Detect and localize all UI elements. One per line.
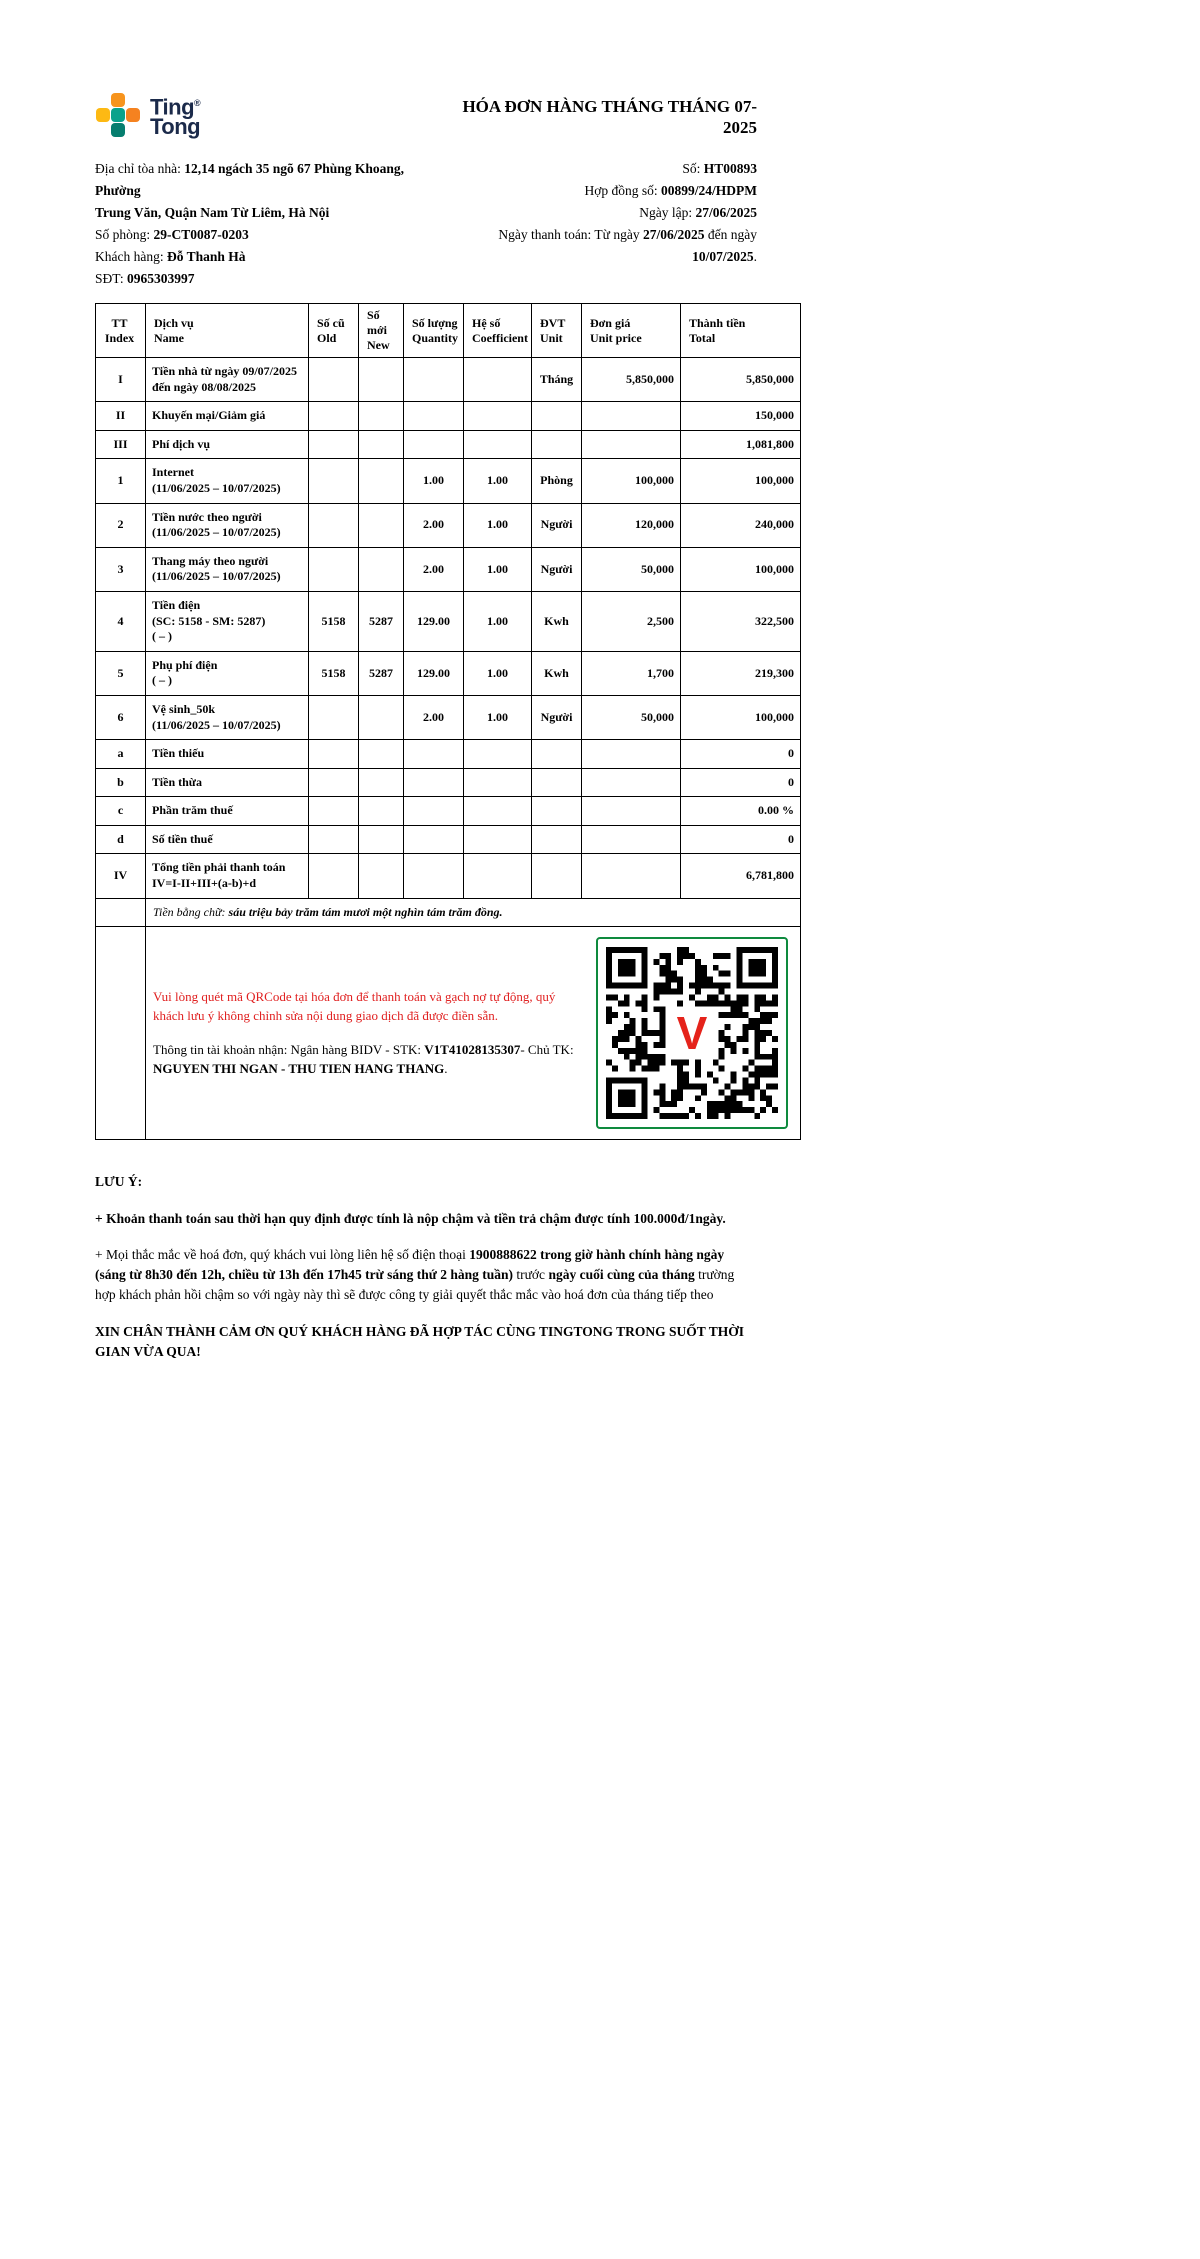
coefficient: 1.00 <box>464 459 532 503</box>
quantity <box>404 797 464 826</box>
quantity <box>404 430 464 459</box>
customer-phone: SĐT: 0965303997 <box>95 271 195 286</box>
quantity <box>404 825 464 854</box>
invoice-title-line2: 2025 <box>723 118 757 137</box>
column-header: Thành tiền Total <box>681 304 801 358</box>
total-amount: 5,850,000 <box>681 358 801 402</box>
unit <box>532 797 582 826</box>
registered-mark: ® <box>194 97 201 108</box>
unit-price: 100,000 <box>582 459 681 503</box>
row-index: 6 <box>96 695 146 739</box>
column-header: Đơn giá Unit price <box>582 304 681 358</box>
column-header: Hệ số Coefficient <box>464 304 532 358</box>
coefficient: 1.00 <box>464 651 532 695</box>
old-reading: 5158 <box>309 651 359 695</box>
payment-row <box>96 927 801 1140</box>
unit-price <box>582 854 681 898</box>
new-reading <box>359 768 404 797</box>
table-row <box>96 651 801 695</box>
column-header: Số mới New <box>359 304 404 358</box>
info-right-column <box>445 158 800 290</box>
unit: Kwh <box>532 591 582 651</box>
unit-price <box>582 768 681 797</box>
amount-in-words: Tiền bằng chữ: sáu triệu bảy trăm tám mươi một nghìn tám trăm đồng. <box>146 898 801 927</box>
service-name: Phần trăm thuế <box>146 797 309 826</box>
quantity <box>404 358 464 402</box>
service-name: Vệ sinh_50k (11/06/2025 – 10/07/2025) <box>146 695 309 739</box>
table-row <box>96 768 801 797</box>
quantity: 129.00 <box>404 651 464 695</box>
new-reading <box>359 740 404 769</box>
issue-date: Ngày lập: 27/06/2025 <box>639 205 757 220</box>
unit-price <box>582 740 681 769</box>
invoice-title-line1: HÓA ĐƠN HÀNG THÁNG THÁNG 07- <box>462 97 757 116</box>
service-name: Phí dịch vụ <box>146 430 309 459</box>
quantity: 129.00 <box>404 591 464 651</box>
unit-price: 50,000 <box>582 695 681 739</box>
table-row <box>96 459 801 503</box>
old-reading <box>309 547 359 591</box>
coefficient <box>464 402 532 431</box>
tingtong-logo <box>95 92 201 138</box>
old-reading: 5158 <box>309 591 359 651</box>
late-payment-note: + Khoản thanh toán sau thời hạn quy định được tính là nộp chậm và tiền trả chậm được tính 100.000đ/1ngày. <box>95 1210 726 1226</box>
unit <box>532 402 582 431</box>
old-reading <box>309 768 359 797</box>
unit <box>532 430 582 459</box>
table-row <box>96 854 801 898</box>
service-name: Phụ phí điện ( – ) <box>146 651 309 695</box>
table-row <box>96 358 801 402</box>
bank-account-info: Thông tin tài khoản nhận: Ngân hàng BIDV - STK: V1T41028135307- Chủ TK: NGUYEN THI NGAN - THU TIEN HANG THANG. <box>153 1041 574 1076</box>
new-reading <box>359 430 404 459</box>
total-amount: 322,500 <box>681 591 801 651</box>
unit <box>532 740 582 769</box>
old-reading <box>309 358 359 402</box>
logo-word-ting: Ting® <box>150 94 201 120</box>
old-reading <box>309 854 359 898</box>
new-reading <box>359 459 404 503</box>
table-row <box>96 825 801 854</box>
coefficient: 1.00 <box>464 695 532 739</box>
coefficient <box>464 740 532 769</box>
table-row <box>96 547 801 591</box>
unit <box>532 825 582 854</box>
invoice-table <box>95 303 801 1140</box>
service-name: Số tiền thuế <box>146 825 309 854</box>
unit-price: 2,500 <box>582 591 681 651</box>
empty-index-cell <box>96 927 146 1140</box>
service-name: Internet (11/06/2025 – 10/07/2025) <box>146 459 309 503</box>
unit-price: 50,000 <box>582 547 681 591</box>
unit-price <box>582 825 681 854</box>
info-left-column <box>95 158 445 290</box>
invoice-title <box>462 96 757 138</box>
payment-period: Ngày thanh toán: Từ ngày 27/06/2025 đến ngày 10/07/2025. <box>498 227 757 264</box>
room-number: Số phòng: 29-CT0087-0203 <box>95 227 249 242</box>
coefficient <box>464 768 532 797</box>
invoice-header <box>95 92 800 138</box>
new-reading: 5287 <box>359 651 404 695</box>
qr-center-logo: V <box>666 1007 718 1059</box>
table-row <box>96 591 801 651</box>
unit-price <box>582 402 681 431</box>
row-index: III <box>96 430 146 459</box>
column-header: Số lượng Quantity <box>404 304 464 358</box>
unit: Người <box>532 547 582 591</box>
total-amount: 0 <box>681 740 801 769</box>
invoice-info <box>95 158 800 290</box>
service-name: Tiền nước theo người (11/06/2025 – 10/07/2025) <box>146 503 309 547</box>
empty-index-cell <box>96 898 146 927</box>
table-row <box>96 503 801 547</box>
total-amount: 219,300 <box>681 651 801 695</box>
unit-price <box>582 430 681 459</box>
unit: Người <box>532 695 582 739</box>
old-reading <box>309 695 359 739</box>
footer-notes <box>95 1172 755 1362</box>
row-index: 2 <box>96 503 146 547</box>
invoice-content <box>95 92 800 1362</box>
new-reading: 5287 <box>359 591 404 651</box>
new-reading <box>359 854 404 898</box>
unit: Phòng <box>532 459 582 503</box>
row-index: 1 <box>96 459 146 503</box>
service-name: Tiền điện (SC: 5158 - SM: 5287) ( – ) <box>146 591 309 651</box>
old-reading <box>309 797 359 826</box>
table-row <box>96 797 801 826</box>
quantity <box>404 402 464 431</box>
column-header: Số cũ Old <box>309 304 359 358</box>
row-index: a <box>96 740 146 769</box>
column-header: Dịch vụ Name <box>146 304 309 358</box>
quantity <box>404 740 464 769</box>
hotline-note: + Mọi thắc mắc về hoá đơn, quý khách vui lòng liên hệ số điện thoại 1900888622 trong giờ hành chính hàng ngày (sáng từ 8h30 đến 12h, chiều từ 13h đến 17h45 trừ sáng thứ 2 hàng tuần) trước ngày cuối cùng của tháng trường hợp khách phản hồi chậm so với ngày này thì sẽ được công ty giải quyết thắc mắc vào hoá đơn của tháng tiếp theo <box>95 1246 735 1303</box>
unit <box>532 768 582 797</box>
new-reading <box>359 358 404 402</box>
logo-word-tong: Tong <box>150 114 201 140</box>
row-index: IV <box>96 854 146 898</box>
row-index: d <box>96 825 146 854</box>
total-amount: 100,000 <box>681 695 801 739</box>
total-amount: 100,000 <box>681 547 801 591</box>
quantity <box>404 854 464 898</box>
total-amount: 150,000 <box>681 402 801 431</box>
quantity <box>404 768 464 797</box>
old-reading <box>309 402 359 431</box>
row-index: 4 <box>96 591 146 651</box>
row-index: 3 <box>96 547 146 591</box>
old-reading <box>309 825 359 854</box>
service-name: Tiền thiếu <box>146 740 309 769</box>
old-reading <box>309 459 359 503</box>
coefficient <box>464 854 532 898</box>
unit-price: 120,000 <box>582 503 681 547</box>
thank-you-message: XIN CHÂN THÀNH CẢM ƠN QUÝ KHÁCH HÀNG ĐÃ HỢP TÁC CÙNG TINGTONG TRONG SUỐT THỜI GIAN VỪA QUA! <box>95 1323 744 1359</box>
new-reading <box>359 695 404 739</box>
quantity: 1.00 <box>404 459 464 503</box>
qr-code <box>596 937 788 1129</box>
invoice-table-header-row <box>96 304 801 358</box>
invoice-table-body <box>96 358 801 899</box>
new-reading <box>359 797 404 826</box>
new-reading <box>359 825 404 854</box>
building-address-line2: Trung Văn, Quận Nam Từ Liêm, Hà Nội <box>95 205 330 220</box>
coefficient: 1.00 <box>464 503 532 547</box>
total-amount: 0 <box>681 768 801 797</box>
building-address-line1: Địa chỉ tòa nhà: 12,14 ngách 35 ngõ 67 Phùng Khoang, Phường <box>95 161 405 198</box>
new-reading <box>359 547 404 591</box>
amount-in-words-row <box>96 898 801 927</box>
unit-price: 5,850,000 <box>582 358 681 402</box>
new-reading <box>359 402 404 431</box>
old-reading <box>309 430 359 459</box>
unit: Tháng <box>532 358 582 402</box>
payment-layout <box>153 937 788 1129</box>
customer-name: Khách hàng: Đỗ Thanh Hà <box>95 249 246 264</box>
unit-price <box>582 797 681 826</box>
total-amount: 100,000 <box>681 459 801 503</box>
unit: Người <box>532 503 582 547</box>
quantity: 2.00 <box>404 547 464 591</box>
column-header: ĐVT Unit <box>532 304 582 358</box>
notes-title: LƯU Ý: <box>95 1174 143 1190</box>
quantity: 2.00 <box>404 503 464 547</box>
coefficient <box>464 358 532 402</box>
unit <box>532 854 582 898</box>
service-name: Tổng tiền phải thanh toán IV=I-II+III+(a-b)+d <box>146 854 309 898</box>
table-row <box>96 402 801 431</box>
service-name: Thang máy theo người (11/06/2025 – 10/07/2025) <box>146 547 309 591</box>
coefficient <box>464 797 532 826</box>
quantity: 2.00 <box>404 695 464 739</box>
column-header: TT Index <box>96 304 146 358</box>
row-index: I <box>96 358 146 402</box>
total-amount: 240,000 <box>681 503 801 547</box>
unit-price: 1,700 <box>582 651 681 695</box>
old-reading <box>309 740 359 769</box>
contract-number: Hợp đồng số: 00899/24/HDPM <box>584 183 757 198</box>
service-name: Tiền thừa <box>146 768 309 797</box>
row-index: c <box>96 797 146 826</box>
coefficient <box>464 430 532 459</box>
coefficient: 1.00 <box>464 547 532 591</box>
total-amount: 1,081,800 <box>681 430 801 459</box>
tingtong-plus-icon <box>95 92 141 138</box>
logo-wordmark <box>150 93 201 140</box>
qr-payment-notice: Vui lòng quét mã QRCode tại hóa đơn để thanh toán và gạch nợ tự động, quý khách lưu ý không chỉnh sửa nội dung giao dịch đã được điền sẵn. <box>153 989 556 1023</box>
unit: Kwh <box>532 651 582 695</box>
total-amount: 0.00 % <box>681 797 801 826</box>
total-amount: 0 <box>681 825 801 854</box>
total-amount: 6,781,800 <box>681 854 801 898</box>
row-index: b <box>96 768 146 797</box>
coefficient: 1.00 <box>464 591 532 651</box>
row-index: 5 <box>96 651 146 695</box>
table-row <box>96 740 801 769</box>
coefficient <box>464 825 532 854</box>
table-row <box>96 430 801 459</box>
invoice-number: Số: HT00893 <box>682 161 757 176</box>
payment-instructions <box>153 988 580 1078</box>
payment-cell <box>146 927 801 1140</box>
new-reading <box>359 503 404 547</box>
service-name: Tiền nhà từ ngày 09/07/2025 đến ngày 08/08/2025 <box>146 358 309 402</box>
row-index: II <box>96 402 146 431</box>
service-name: Khuyến mại/Giảm giá <box>146 402 309 431</box>
table-row <box>96 695 801 739</box>
old-reading <box>309 503 359 547</box>
